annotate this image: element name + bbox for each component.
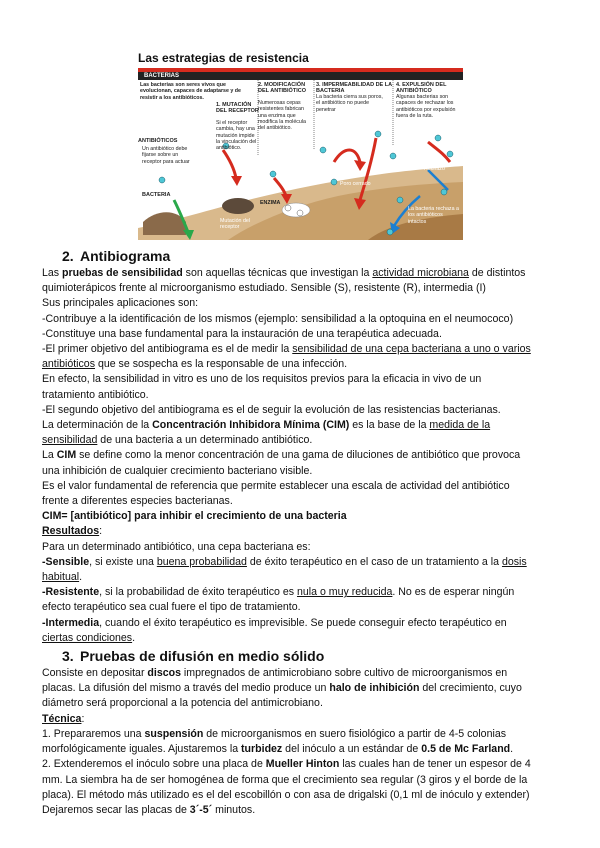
paragraph-line: -Contribuye a la identificación de los mismos (ejemplo: sensibilidad a la optoquina en el neumococo) (42, 312, 514, 325)
section-2-number: 2. (62, 248, 74, 264)
figure-label-poro: Poro cerrado (340, 181, 371, 187)
section-2-heading (42, 248, 562, 264)
figure-antibioticos-head: ANTIBIÓTICOS (138, 138, 178, 144)
resistance-strategies-figure (138, 50, 463, 240)
paragraph-line: mm. La siembra ha de ser homogénea de forma que el crecimiento sea regular (3 giros y el borde de la (42, 773, 528, 786)
figure-bacteria-label: BACTERIA (142, 192, 171, 198)
paragraph-line: sensibilidad de una bacteria a un determinado antibiótico. (42, 434, 313, 447)
paragraph-line: placas. La difusión del mismo a través del medio produce un halo de inhibición del crecimiento, cuyo (42, 682, 522, 695)
paragraph-line: -Constituye una base fundamental para la instauración de una terapéutica adecuada. (42, 327, 442, 340)
paragraph-line: morfológicamente iguales. Ajustaremos la turbidez del inóculo a un estándar de 0.5 de Mc Farland. (42, 743, 514, 756)
paragraph-line: Dejaremos secar las placas de 3´-5´ minutos. (42, 803, 256, 816)
paragraph-line: frente a diferentes especies bacterianas. (42, 495, 233, 508)
figure-label-rechazo: Rechazo (424, 166, 445, 172)
figure-s1-head: 1. MUTACIÓN DEL RECEPTOR (216, 102, 259, 115)
paragraph-line: tratamiento antibiótico. (42, 388, 149, 401)
paragraph-line: antibióticos que se sospecha es la responsable de una infección. (42, 358, 348, 371)
paragraph-line: diámetro será proporcional a la potencia del antimicrobiano. (42, 697, 323, 710)
figure-label-mutacion: Mutación del receptor (220, 218, 251, 231)
section-3-heading (42, 648, 562, 664)
paragraph-line: quimioterápicos frente al microorganismo estudiado. Sensible (S), resistente (R), intermedia (I) (42, 282, 486, 295)
figure-bar-label: BACTERIAS (138, 72, 463, 80)
paragraph-line: -Sensible, si existe una buena probabilidad de éxito terapéutico en el caso de un tratamiento a la dosis (42, 555, 527, 568)
document-body (42, 248, 562, 818)
section-2-title: Antibiograma (80, 248, 171, 264)
paragraph-line: una inhibición de cualquier crecimiento bacteriano visible. (42, 464, 313, 477)
figure-s3-text: La bacteria cierra sus poros, el antibiótico no puede penetrar (316, 94, 383, 113)
paragraph-line: habitual. (42, 571, 83, 584)
paragraph-line: -El primer objetivo del antibiograma es el de medir la sensibilidad de una cepa bacteriana a uno o varios (42, 343, 531, 356)
figure-label-enzima: ENZIMA (260, 200, 281, 206)
figure-s2-text: Numerosas cepas resistentes fabrican una enzima que modifica la molécula del antibiótico. (258, 100, 306, 132)
figure-s2-head: 2. MODIFICACIÓN DEL ANTIBIÓTICO (258, 82, 306, 95)
paragraph-line: Para un determinado antibiótico, una cepa bacteriana es: (42, 540, 311, 553)
paragraph-line: La CIM se define como la menor concentración de una gama de diluciones de antibiótico que provoca (42, 449, 521, 462)
paragraph-line: ciertas condiciones. (42, 631, 136, 644)
figure-s4-text: Algunas bacterias son capaces de rechazar los antibióticos por expulsión fuera de la ruta. (396, 94, 456, 119)
paragraph-line: La determinación de la Concentración Inhibidora Mínima (CIM) es la base de la medida de la (42, 419, 491, 432)
figure-s1-text: Si el receptor cambia, hay una mutación impide la vinculación del antibiótico. (216, 120, 257, 152)
paragraph-line: En efecto, la sensibilidad in vitro es uno de los requisitos previos para la eficacia in vivo de un (42, 373, 482, 386)
technique-heading: Técnica: (42, 712, 85, 725)
figure-label-siembra: La bacteria rechaza a los antibióticos intactos (408, 206, 459, 225)
figure-antibioticos-text: Un antibiótico debe fijarse sobre un receptor para actuar (142, 146, 190, 165)
figure-s3-head: 3. IMPERMEABILIDAD DE LA BACTERIA (316, 82, 392, 95)
paragraph-line: Consiste en depositar discos impregnados de antimicrobiano sobre cultivo de microorganismos en (42, 667, 508, 680)
figure-s4-head: 4. EXPULSIÓN DEL ANTIBIÓTICO (396, 82, 447, 95)
paragraph-line: -Intermedia, cuando el éxito terapéutico es imprevisible. Se puede conseguir efecto terapéutico en (42, 616, 507, 629)
mutated-receptor-shape (222, 198, 254, 214)
cim-formula: CIM= [antibiótico] para inhibir el crecimiento de una bacteria (42, 510, 347, 523)
paragraph-line: 2. Extenderemos el inóculo sobre una placa de Mueller Hinton las cuales han de tener un espesor de 4 (42, 758, 531, 771)
paragraph-line: -El segundo objetivo del antibiograma es el de seguir la evolución de las resistencias bacterianas. (42, 403, 501, 416)
figure-title: Las estrategias de resistencia (138, 51, 309, 65)
paragraph-line: Las pruebas de sensibilidad son aquellas técnicas que investigan la actividad microbiana de distintos (42, 267, 526, 279)
results-heading: Resultados: (42, 525, 103, 538)
section-3-title: Pruebas de difusión en medio sólido (80, 648, 325, 665)
paragraph-line: Es el valor fundamental de referencia que permite establecer una escala de actividad del antibiótico (42, 479, 510, 492)
paragraph-line: efecto terapéutico sea cual fuere el tipo de tratamiento. (42, 601, 301, 614)
figure-intro: Las bacterias son seres vivos que evolucionan, capaces de adaptarse y de resistir a los antibióticos. (140, 82, 241, 101)
section-3-number: 3. (62, 648, 74, 665)
paragraph-line: -Resistente, si la probabilidad de éxito terapéutico es nula o muy reducida. No es de esperar ningún (42, 586, 515, 599)
paragraph-line: Sus principales aplicaciones son: (42, 297, 199, 310)
paragraph-line: 1. Prepararemos una suspensión de microorganismos en suero fisiológico a partir de 4-5 colonias (42, 727, 507, 740)
paragraph-line: placa). El método más utilizado es el del escobillón o con asa de drigalski (0,1 ml de inóculo y extender) (42, 788, 530, 801)
